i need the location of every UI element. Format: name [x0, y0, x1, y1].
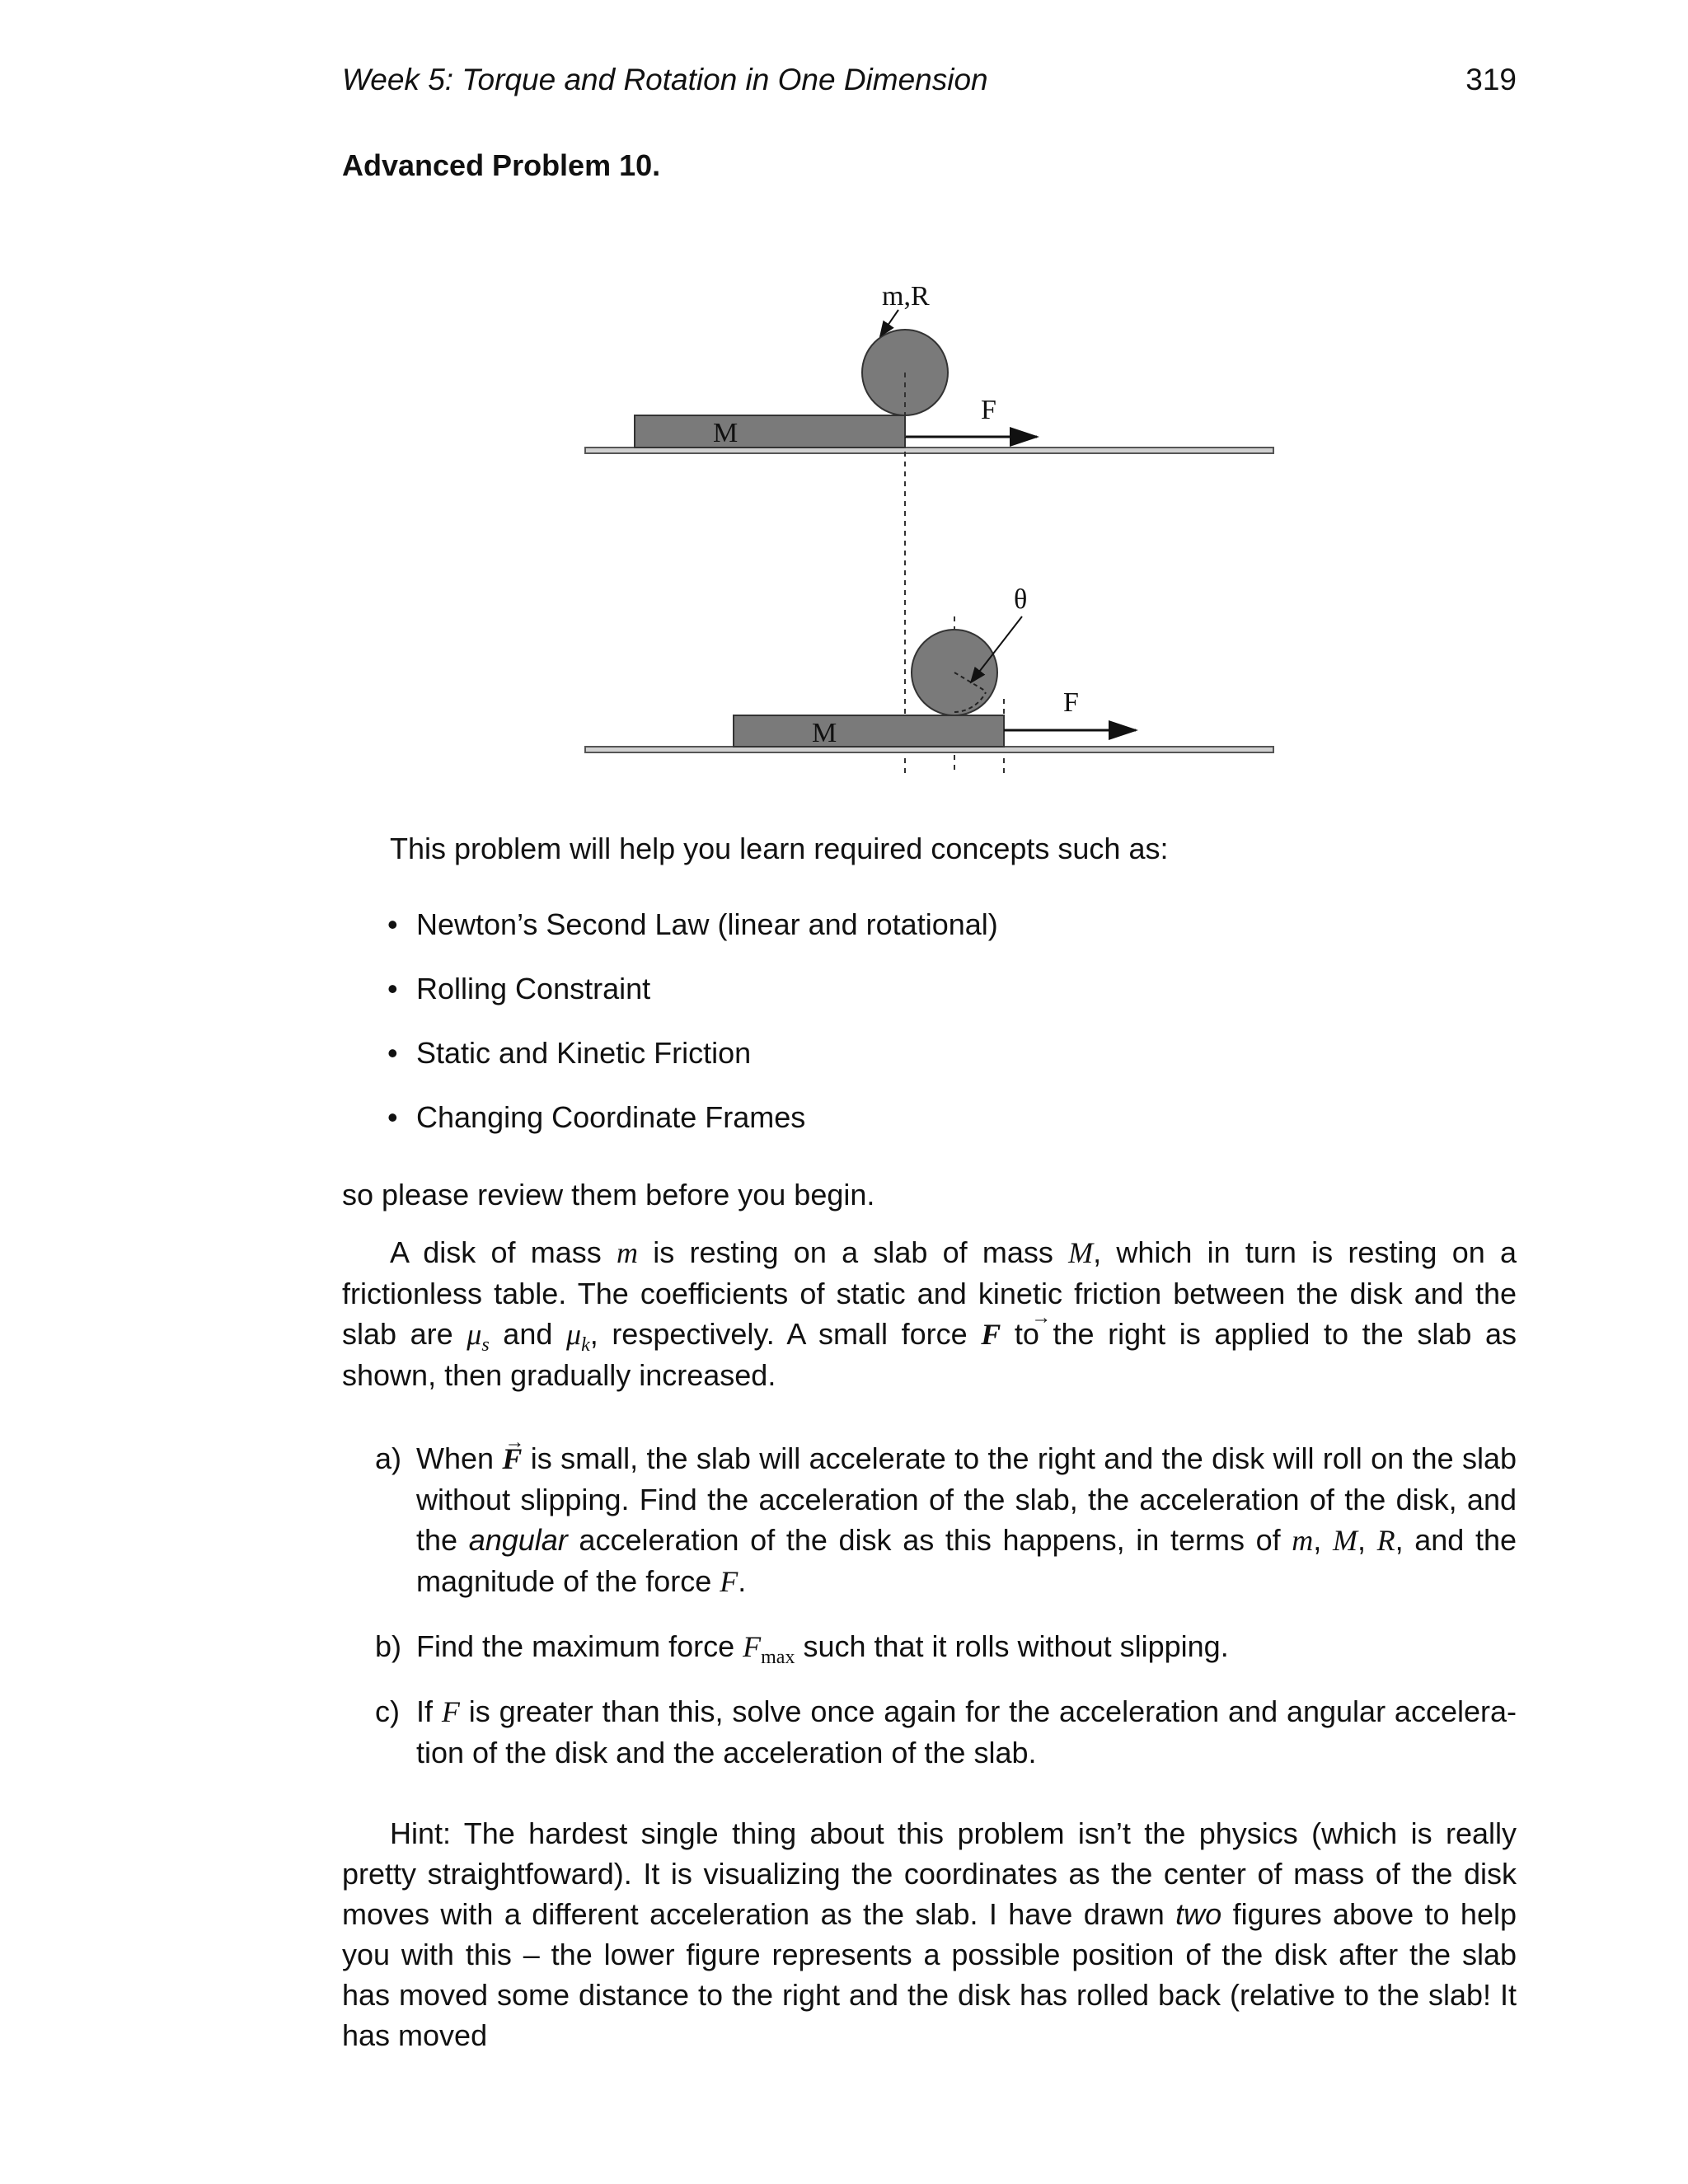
- table-bottom: [585, 747, 1273, 752]
- part-b: [375, 1626, 1517, 1667]
- force-label-top: F: [981, 395, 996, 425]
- force-label-bottom: F: [1063, 687, 1079, 718]
- list-item: [387, 904, 998, 968]
- text-run: , which in turn is resting on a frictionless table. The coefficients of static and kinetic friction between the disk and the slab are: [342, 1235, 1517, 1351]
- hint-paragraph: [342, 1813, 1517, 2055]
- vector-F: → F: [502, 1442, 522, 1475]
- math-M: M: [1068, 1236, 1094, 1269]
- bullet-icon: •: [387, 907, 398, 941]
- disk-label: m,R: [882, 281, 930, 312]
- subscript-max: max: [761, 1647, 795, 1669]
- problem-statement: [342, 1232, 1517, 1395]
- math-R: R: [1376, 1524, 1395, 1557]
- math-F: F: [743, 1630, 762, 1663]
- concept-text: Static and Kinetic Friction: [416, 1036, 752, 1070]
- text-run: Hint: The hardest single thing about this problem isn’t the physics (which is really pretty straightfoward). It is visualizing the coordinates as the center of mass of the disk moves with a different acceleration as the slab. I have drawn: [342, 1816, 1517, 1931]
- math-mu-k: [565, 1318, 590, 1357]
- text-run: , respectively. A small force: [589, 1317, 982, 1351]
- list-item: [387, 1033, 998, 1097]
- slab-bottom: [734, 715, 1004, 747]
- vector-F: → F: [981, 1318, 1001, 1351]
- bullet-icon: •: [387, 1036, 398, 1070]
- part-marker: a): [375, 1441, 402, 1475]
- list-item: [387, 968, 998, 1033]
- math-mu-s: [467, 1318, 490, 1357]
- text-run: and: [489, 1317, 566, 1351]
- part-marker: c): [375, 1694, 400, 1728]
- math-F-max: [743, 1630, 795, 1669]
- math-m: m: [617, 1236, 639, 1269]
- text-run: .: [738, 1564, 747, 1598]
- subscript-k: k: [581, 1334, 590, 1357]
- bullet-icon: •: [387, 1100, 398, 1134]
- slab-bottom-label: M: [812, 718, 837, 748]
- math-F: F: [441, 1695, 460, 1728]
- text-run: If: [416, 1694, 442, 1728]
- math-M: M: [1332, 1524, 1357, 1557]
- text-run: is small, the slab will accelerate to the right and the disk will roll on the slab without slipping. Find the acceleration of the slab, the acceleration of the disk, and the: [416, 1441, 1517, 1557]
- slab-top-label: M: [713, 418, 738, 448]
- problem-title: Advanced Problem 10.: [342, 148, 661, 182]
- text-run: to the right is applied to the slab as shown, then gradually increased.: [342, 1317, 1517, 1392]
- concept-text: Newton’s Second Law (linear and rotational): [416, 907, 998, 941]
- question-parts: [375, 1438, 1517, 1773]
- mu-symbol: μ: [565, 1318, 582, 1351]
- subscript-s: s: [481, 1334, 490, 1357]
- concept-list: [387, 904, 998, 1161]
- text-run: , and the magnitude of the force: [416, 1523, 1517, 1598]
- concept-text: Changing Coordinate Frames: [416, 1100, 806, 1134]
- disk-slab-diagram: [577, 262, 1278, 790]
- text-run: is greater than this, solve once again for the acceleration and angular accelera- tion of the disk and the acceleration of the slab.: [416, 1694, 1517, 1769]
- theta-label: θ: [1014, 584, 1028, 615]
- mu-symbol: μ: [467, 1318, 482, 1351]
- text-run: figures above to help you with this – the lower figure represents a possible position of the disk after the slab has moved some distance to the right and the disk has rolled back (relative to the slab! It has moved: [342, 1897, 1517, 2052]
- text-run: ,: [1357, 1523, 1377, 1557]
- part-marker: b): [375, 1629, 402, 1663]
- text-run: A disk of mass: [390, 1235, 617, 1269]
- emphasis: two: [1175, 1897, 1222, 1931]
- bullet-icon: •: [387, 972, 398, 1005]
- intro-text: This problem will help you learn required concepts such as:: [390, 832, 1169, 865]
- emphasis: angular: [468, 1523, 568, 1557]
- text-run: such that it rolls without slipping.: [795, 1629, 1229, 1663]
- part-a: [375, 1438, 1517, 1602]
- review-text: so please review them before you begin.: [342, 1178, 875, 1212]
- math-F: F: [720, 1565, 738, 1598]
- page-number: 319: [1465, 63, 1517, 96]
- running-header: [342, 63, 1517, 105]
- math-m: m: [1292, 1524, 1314, 1557]
- text-run: ,: [1313, 1523, 1333, 1557]
- concept-text: Rolling Constraint: [416, 972, 651, 1005]
- text-run: When: [416, 1441, 503, 1475]
- slab-top: [635, 415, 905, 448]
- table-top: [585, 448, 1273, 453]
- text-run: acceleration of the disk as this happens, in terms of: [567, 1523, 1292, 1557]
- disk-slab-figure: [577, 262, 1278, 790]
- list-item: [387, 1097, 998, 1161]
- part-c: [375, 1691, 1517, 1773]
- text-run: is resting on a slab of mass: [638, 1235, 1069, 1269]
- text-run: Find the maximum force: [416, 1629, 743, 1663]
- running-header-title: Week 5: Torque and Rotation in One Dimension: [342, 63, 988, 96]
